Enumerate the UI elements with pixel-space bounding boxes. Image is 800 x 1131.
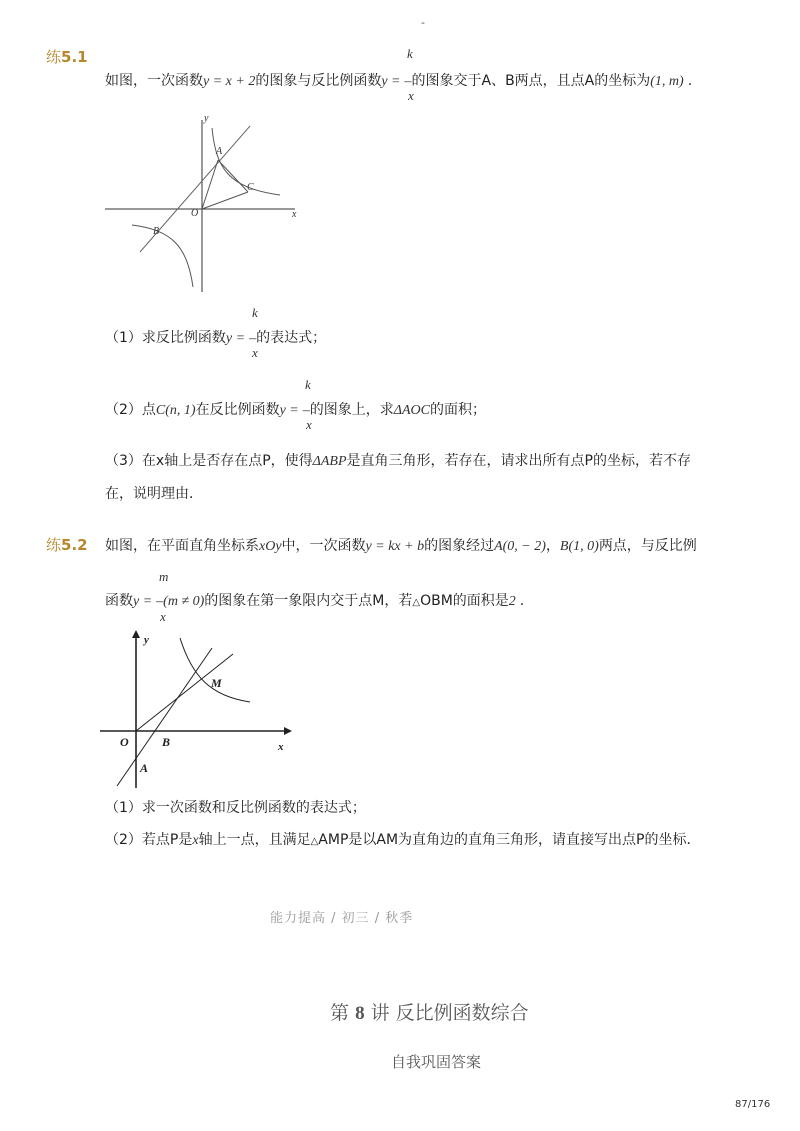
area-value: 2: [508, 594, 516, 609]
label-b: B: [153, 226, 160, 237]
text: 两点，与反比例: [598, 538, 697, 554]
triangle-aoc: ΔAOC: [393, 403, 430, 418]
segment-ac: [218, 160, 248, 192]
label-x: x: [292, 209, 297, 220]
text: （3）在x轴上是否存在点P，使得: [105, 453, 313, 469]
text: 如图，一次函数: [105, 73, 203, 89]
line-ab: [117, 648, 212, 786]
fraction-numerator: m: [159, 569, 169, 584]
label-y: y: [204, 113, 209, 124]
coord-a: (1, m): [650, 74, 684, 89]
fraction-denominator: x: [252, 345, 258, 360]
y-equals: y =: [133, 594, 153, 609]
ex1-question-3-line-2: 在，说明理由．: [105, 486, 203, 502]
segment-oc: [202, 192, 248, 209]
text: 如图，在平面直角坐标系: [105, 538, 259, 554]
text: 的图象上，求: [309, 402, 394, 418]
exercise-label-prefix: 练: [46, 48, 62, 66]
label-c: C: [247, 182, 254, 193]
fraction-bar: –: [404, 74, 412, 89]
text: 讲 反比例函数综合: [370, 1002, 529, 1024]
label-a: A: [216, 146, 223, 157]
label-a: A: [140, 761, 149, 775]
label-y: y: [144, 634, 149, 646]
exercise-label-prefix: 练: [46, 536, 62, 554]
y-equals: y =: [225, 331, 246, 346]
text: OBM的面积是: [420, 593, 509, 609]
fraction-bar: –: [249, 331, 257, 346]
period: .: [687, 73, 693, 89]
text: 中，一次函数: [281, 538, 366, 554]
condition: (m ≠ 0): [163, 594, 205, 609]
fraction-numerator: k: [305, 377, 311, 392]
text: 轴上一点，且满足: [198, 832, 311, 848]
ex1-question-3-line-1: [105, 450, 691, 470]
label-b: B: [162, 735, 171, 749]
point-b: B(1, 0): [559, 539, 599, 554]
header-mark: -: [421, 16, 425, 29]
page-number: 87/176: [735, 1099, 771, 1110]
lecture-title: [330, 998, 529, 1025]
fraction-bar: –: [156, 594, 164, 609]
fraction-denominator: x: [306, 417, 312, 432]
fraction-numerator: k: [252, 305, 258, 320]
text: 在反比例函数: [195, 402, 280, 418]
text: 的图象经过: [424, 538, 495, 554]
segment-ao: [202, 160, 218, 209]
text: 的图象与反比例函数: [255, 73, 382, 89]
text: 函数: [105, 593, 133, 609]
exercise-label-number: 5.2: [61, 536, 88, 554]
period: .: [519, 593, 525, 609]
ex2-question-2: [105, 829, 700, 849]
triangle-mark: △: [310, 836, 319, 847]
triangle-mark: △: [412, 597, 421, 608]
label-x: x: [278, 741, 284, 753]
hyperbola-curve: [180, 638, 250, 702]
text: 的图象交于A、B两点，且点A的坐标为: [411, 73, 651, 89]
course-subtitle: 能力提高 / 初三 / 秋季: [270, 911, 414, 926]
exercise-label-5-2: [46, 534, 88, 555]
ex1-question-1: [105, 327, 326, 347]
ex2-intro-line-1: [105, 535, 697, 555]
figure-hyperbola-triangle: [100, 112, 310, 294]
linear-equation: y = kx + b: [365, 539, 425, 554]
text: （2）若点P是: [105, 832, 193, 848]
answer-section-title: 自我巩固答案: [391, 1053, 482, 1071]
text: 的面积；: [429, 402, 486, 418]
fraction-denominator: x: [408, 88, 414, 103]
text: （1）求反比例函数: [105, 330, 226, 346]
point-c: C(n, 1): [155, 403, 196, 418]
fraction-numerator: k: [407, 46, 413, 61]
text: 第: [330, 1002, 350, 1024]
ex2-intro-line-2: [105, 590, 524, 610]
label-o: O: [120, 735, 129, 749]
text: 的表达式；: [256, 330, 327, 346]
exercise-label-number: 5.1: [61, 48, 88, 66]
figure-line-hyperbola: [100, 626, 300, 791]
x-var: x: [192, 833, 199, 848]
y-equals: y =: [381, 74, 401, 89]
hyperbola-branch-q3: [132, 225, 193, 287]
triangle-abp: ΔABP: [312, 454, 347, 469]
y-equals: y =: [279, 403, 299, 418]
text: 是直角三角形，若存在，请求出所有点P的坐标，若不存: [346, 453, 691, 469]
fraction-bar: –: [302, 403, 310, 418]
fraction-denominator: x: [160, 609, 166, 624]
text: AMP是以AM为直角边的直角三角形，请直接写出点P的坐标．: [318, 832, 701, 848]
hyperbola-branch-q1: [212, 128, 280, 195]
ex2-question-1: （1）求一次函数和反比例函数的表达式；: [105, 800, 366, 816]
text: 的图象在第一象限内交于点M，若: [204, 593, 413, 609]
ex1-question-2: [105, 399, 486, 419]
exercise-label-5-1: [46, 46, 88, 67]
text: （2）点: [105, 402, 156, 418]
point-a: A(0, − 2): [494, 539, 546, 554]
label-o: O: [191, 208, 199, 219]
label-m: M: [211, 676, 222, 690]
coordinate-system: xOy: [259, 539, 282, 554]
comma: ，: [545, 538, 560, 554]
ex1-intro-line: [105, 70, 692, 90]
lecture-number: 8: [355, 1003, 365, 1024]
linear-equation: y = x + 2: [203, 74, 256, 89]
